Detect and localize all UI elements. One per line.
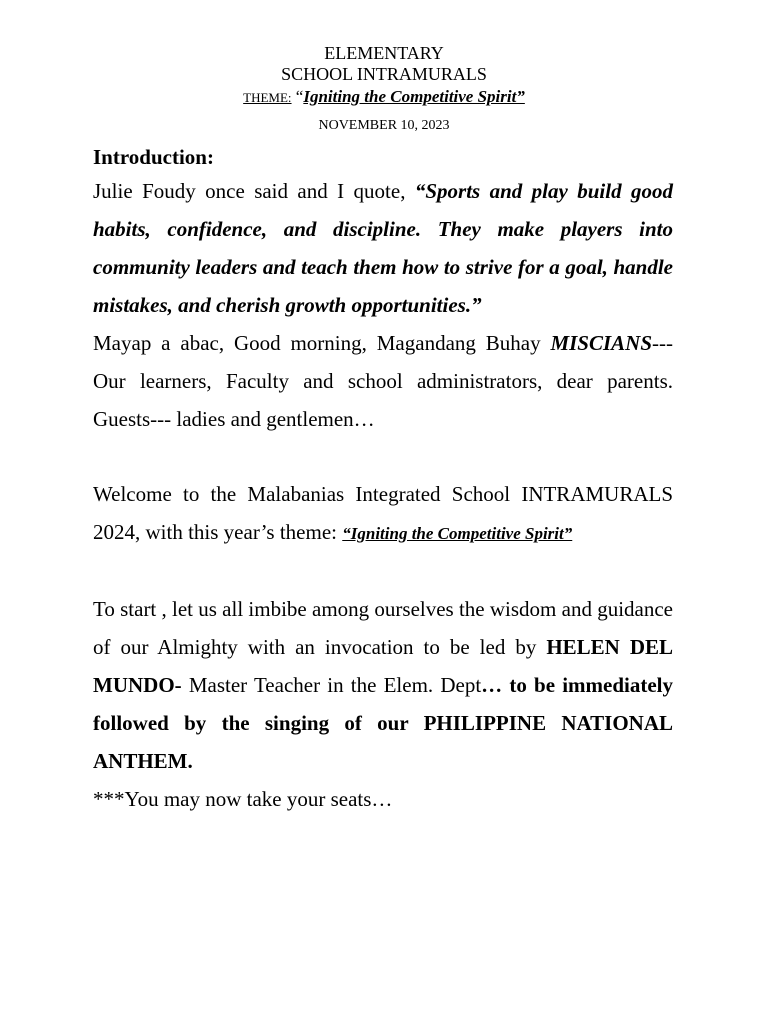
quote-paragraph	[93, 172, 673, 324]
invocation-leader-role: Master Teacher in the Elem. Dept	[181, 673, 482, 697]
event-date: NOVEMBER 10, 2023	[318, 118, 450, 133]
theme-label: THEME:	[243, 90, 292, 105]
welcome-lead: Welcome to the Malabanias Integrated School INTRAMURALS 2024, with this year’s theme:	[93, 482, 673, 544]
greeting-rest: ---Our learners, Faculty and school administrators, dear parents. Guests--- ladies and gentlemen…	[93, 331, 673, 431]
header-theme	[0, 86, 768, 109]
welcome-theme: “Igniting the Competitive Spirit”	[342, 524, 573, 543]
quote-lead: Julie Foudy once said and I quote,	[93, 179, 415, 203]
document-header	[0, 43, 768, 135]
document-body	[93, 142, 673, 818]
spacer	[93, 553, 673, 590]
header-line-intramurals: SCHOOL INTRAMURALS	[281, 64, 487, 84]
introduction-heading: Introduction:	[93, 145, 214, 169]
welcome-paragraph	[93, 475, 673, 553]
theme-text: Igniting the Competitive Spirit”	[303, 87, 525, 106]
invocation-paragraph	[93, 590, 673, 780]
greeting-paragraph	[93, 324, 673, 438]
anthem-announcement: … to be immediately followed by the singing of our PHILIPPINE NATIONAL ANTHEM.	[93, 673, 674, 773]
closing-line: ***You may now take your seats…	[93, 787, 393, 811]
invocation-lead: To start , let us all imbibe among ourselves the wisdom and guidance of our Almighty with an invocation to be led by	[93, 597, 673, 659]
header-line-elementary: ELEMENTARY	[324, 43, 444, 63]
miscians-label: MISCIANS	[550, 331, 653, 355]
theme-open-quote: “	[291, 87, 304, 106]
julie-foudy-quote: “Sports and play build good habits, confidence, and discipline. They make players into community leaders and teach them how to strive for a goal, handle mistakes, and cherish growth opportunities.”	[93, 179, 673, 317]
invocation-leader-name: HELEN DEL MUNDO-	[93, 635, 673, 697]
spacer	[93, 438, 673, 475]
greeting-lead: Mayap a abac, Good morning, Magandang Buhay	[93, 331, 551, 355]
